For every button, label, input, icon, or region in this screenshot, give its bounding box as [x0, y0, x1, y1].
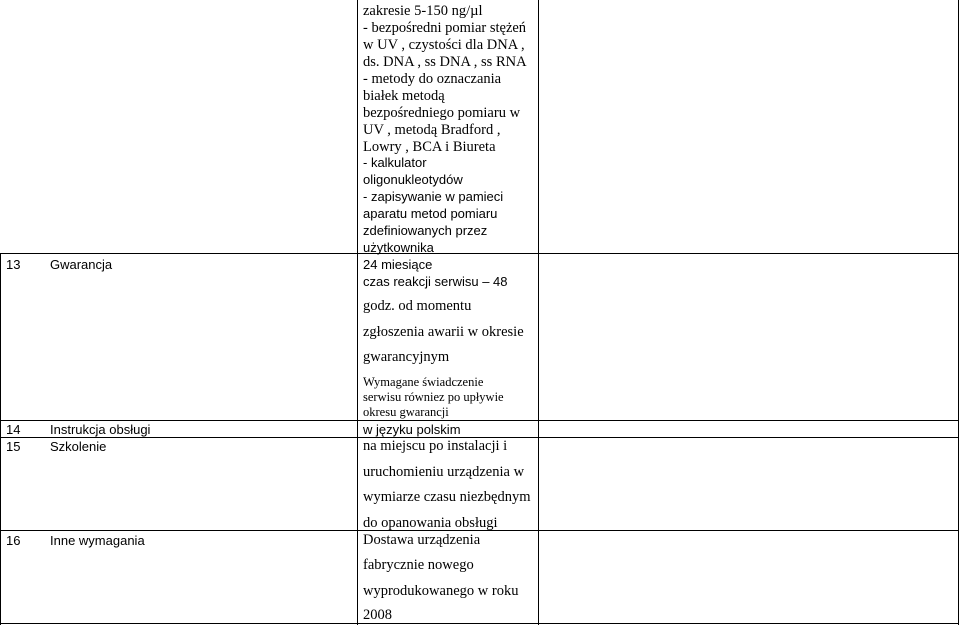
spec-line: UV , metodą Bradford ,	[363, 122, 501, 138]
row16-value-line: wyprodukowanego w roku	[363, 583, 519, 599]
row14-number: 14	[6, 422, 21, 437]
row15-value-line: do opanowania obsługi	[363, 515, 498, 531]
table-bottom-border	[0, 623, 959, 624]
spec-line: bezpośredniego pomiaru w	[363, 105, 521, 121]
spec-line: oligonukleotydów	[363, 172, 463, 187]
row16-value-line: 2008	[363, 607, 392, 623]
row13-name: Gwarancja	[50, 257, 113, 272]
note-line: Wymagane świadczenie	[363, 375, 484, 389]
row16-value-line: fabrycznie nowego	[363, 557, 474, 573]
row15-value-line: na miejscu po instalacji i	[363, 438, 508, 454]
spec-line: zdefiniowanych przez	[363, 223, 488, 238]
spec-line: - metody do oznaczania	[363, 71, 502, 87]
spec-line: - bezpośredni pomiar stężeń	[363, 20, 527, 36]
row13-value-line: czas reakcji serwisu – 48	[363, 274, 508, 289]
note-line: okresu gwarancji	[363, 405, 449, 419]
row12-spec-text-sans	[363, 154, 503, 256]
spec-line: użytkownika	[363, 240, 434, 255]
table-left-border	[0, 253, 1, 625]
row15-value-line: wymiarze czasu niezbędnym	[363, 489, 531, 505]
row16-number: 16	[6, 533, 21, 548]
spec-line: - zapisywanie w pamieci	[363, 189, 504, 204]
column-divider-1	[357, 0, 358, 625]
row16-value-line: Dostawa urządzenia	[363, 532, 481, 548]
note-line: serwisu równiez po upływie	[363, 390, 504, 404]
spec-line: ds. DNA , ss DNA , ss RNA	[363, 54, 527, 70]
spec-line: Lowry , BCA i Biureta	[363, 139, 496, 155]
table-right-border	[958, 0, 959, 625]
row13-value-line: 24 miesiące	[363, 257, 433, 272]
row14-name: Instrukcja obsługi	[50, 422, 151, 437]
spec-line: - kalkulator	[363, 155, 427, 170]
row13-value-line: godz. od momentu	[363, 298, 472, 314]
row13-value-line: zgłoszenia awarii w okresie	[363, 324, 524, 340]
spec-line: aparatu metod pomiaru	[363, 206, 498, 221]
spec-line: zakresie 5-150 ng/µl	[363, 3, 483, 19]
row14-value: w języku polskim	[363, 422, 461, 437]
row13-note	[363, 375, 504, 420]
row12-spec-text	[363, 3, 527, 156]
row15-number: 15	[6, 439, 21, 454]
row15-value-line: uruchomieniu urządzenia w	[363, 464, 525, 480]
column-divider-2	[538, 0, 539, 625]
row13-number: 13	[6, 257, 21, 272]
spec-line: w UV , czystości dla DNA ,	[363, 37, 525, 53]
row13-value-line: gwarancyjnym	[363, 349, 450, 365]
row16-name: Inne wymagania	[50, 533, 145, 548]
spec-line: białek metodą	[363, 88, 445, 104]
row15-name: Szkolenie	[50, 439, 107, 454]
